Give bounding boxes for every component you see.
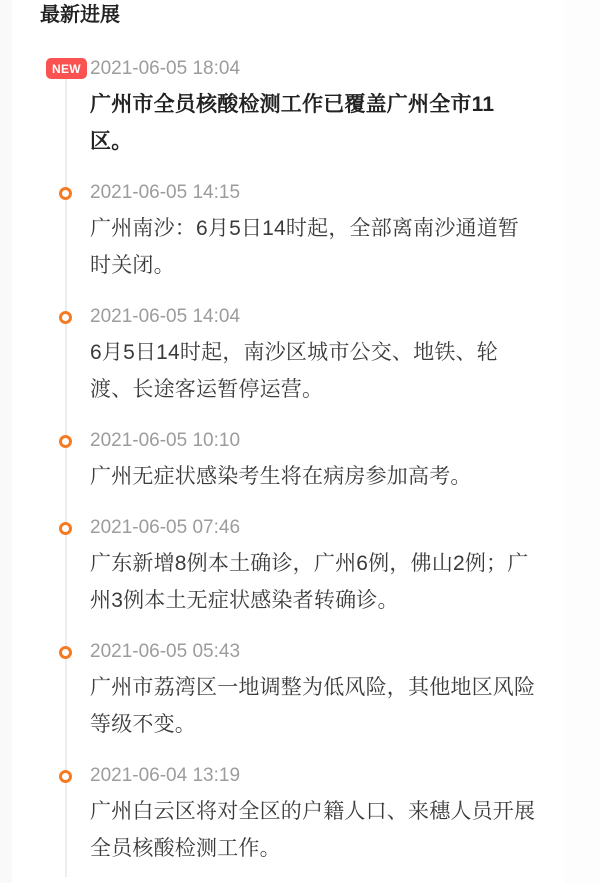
timeline-entry bbox=[0, 428, 600, 495]
entry-text: 广州南沙：6月5日14时起，全部离南沙通道暂时关闭。 bbox=[90, 217, 520, 277]
timeline-entries bbox=[0, 56, 600, 867]
entry-text: 6月5日14时起，南沙区城市公交、地铁、轮渡、长途客运暂停运营。 bbox=[90, 341, 498, 401]
entry-text: 广东新增8例本土确诊，广州6例，佛山2例；广州3例本土无症状感染者转确诊。 bbox=[90, 552, 529, 612]
entry-text: 广州市全员核酸检测工作已覆盖广州全市11区。 bbox=[90, 93, 495, 153]
timeline-entry bbox=[0, 639, 600, 743]
entry-timestamp: 2021-06-05 10:10 bbox=[90, 430, 241, 451]
timeline-entry bbox=[0, 180, 600, 284]
timeline-dot-icon bbox=[59, 187, 72, 200]
entry-text: 广州市荔湾区一地调整为低风险，其他地区风险等级不变。 bbox=[90, 676, 536, 736]
entry-timestamp: 2021-06-05 18:04 bbox=[90, 58, 241, 79]
timeline-dot-icon bbox=[59, 435, 72, 448]
entry-timestamp: 2021-06-05 14:04 bbox=[90, 306, 241, 327]
timeline-dot-icon bbox=[59, 646, 72, 659]
entry-timestamp: 2021-06-05 14:15 bbox=[90, 182, 241, 203]
timeline-entry bbox=[0, 763, 600, 867]
timeline-dot-icon bbox=[59, 770, 72, 783]
page-title: 最新进展 bbox=[40, 4, 120, 26]
entry-text: 广州白云区将对全区的户籍人口、来穗人员开展全员核酸检测工作。 bbox=[90, 800, 536, 860]
timeline-entry bbox=[0, 56, 600, 160]
entry-timestamp: 2021-06-05 07:46 bbox=[90, 517, 241, 538]
timeline-dot-icon bbox=[59, 522, 72, 535]
timeline-entry bbox=[0, 515, 600, 619]
timeline-dot-icon bbox=[59, 311, 72, 324]
entry-timestamp: 2021-06-05 05:43 bbox=[90, 641, 241, 662]
timeline bbox=[0, 56, 600, 867]
entry-timestamp: 2021-06-04 13:19 bbox=[90, 765, 241, 786]
new-badge: NEW bbox=[46, 58, 87, 79]
entry-text: 广州无症状感染考生将在病房参加高考。 bbox=[90, 465, 472, 488]
timeline-entry bbox=[0, 304, 600, 408]
